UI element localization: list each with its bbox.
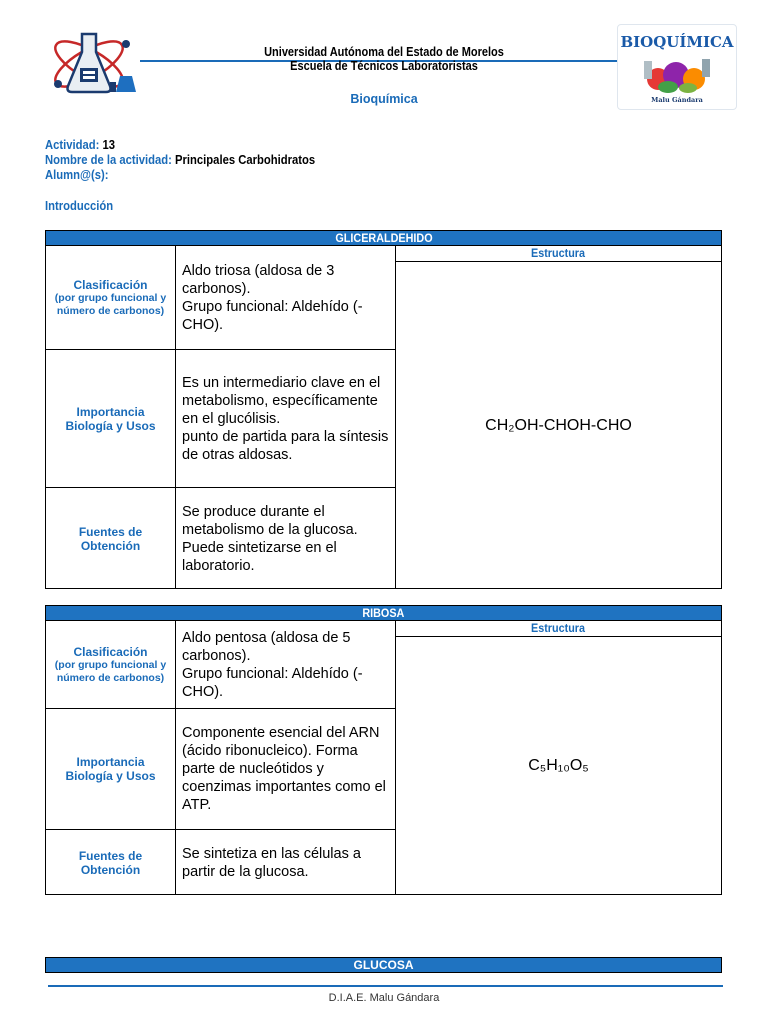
row-label: Fuentes de Obtención (46, 830, 176, 895)
footer-text: D.I.A.E. Malu Gándara (328, 992, 440, 1004)
structure-formula: C₅H₁₀O₅ (528, 757, 589, 774)
activity-name-value: Principales Carbohidratos (175, 153, 316, 167)
students-label: Alumn@(s): (45, 168, 109, 182)
university-name: Universidad Autónoma del Estado de Morelos (264, 45, 504, 59)
table-row (46, 246, 395, 350)
row-text: Se produce durante el metabolismo de la glucosa. Puede sintetizarse en el laboratorio. (182, 503, 358, 574)
table-row (46, 709, 395, 830)
row-label: Fuentes de Obtención (46, 488, 176, 589)
table-row (46, 830, 395, 895)
course-logo-author: Malu Gándara (651, 96, 703, 104)
activity-line (45, 138, 115, 153)
footer-rule (48, 985, 723, 987)
row-label: Clasificación (por grupo funcional y número de carbonos) (46, 246, 176, 349)
row-label: Clasificación (por grupo funcional y número de carbonos) (46, 621, 176, 708)
activity-label: Actividad: (45, 138, 100, 152)
table-title: GLICERALDEHIDO (46, 231, 721, 246)
row-text: Aldo triosa (aldosa de 3 carbonos). Grupo funcional: Aldehído (-CHO). (182, 262, 363, 333)
intro-heading: Introducción (45, 199, 114, 213)
subject-title: Bioquímica (350, 92, 418, 106)
row-text: Aldo pentosa (aldosa de 5 carbonos). Grupo funcional: Aldehído (-CHO). (182, 629, 363, 700)
structure-heading: Estructura (396, 621, 721, 637)
structure-formula: CH₂OH-CHOH-CHO (485, 416, 632, 434)
table-title: RIBOSA (46, 606, 721, 621)
structure-column (396, 246, 721, 589)
row-text: Componente esencial del ARN (ácido ribonucleico). Forma parte de nucleótidos y coenzimas importantes como el ATP. (182, 725, 386, 813)
course-logo-title: BIOQUÍMICA (620, 33, 734, 51)
institution-block (204, 45, 563, 73)
carb-table-gliceraldehido (45, 230, 722, 589)
activity-name-label: Nombre de la actividad: (45, 153, 172, 167)
row-label: Importancia Biología y Usos (46, 709, 176, 829)
activity-value: 13 (102, 138, 116, 152)
carb-table-glucosa-title: GLUCOSA (45, 957, 722, 973)
structure-column (396, 621, 721, 895)
table-row (46, 488, 395, 589)
course-logo (617, 24, 737, 110)
university-logo (44, 24, 144, 104)
row-label: Importancia Biología y Usos (46, 350, 176, 487)
row-text: Se sintetiza en las células a partir de la glucosa. (182, 845, 361, 880)
school-name: Escuela de Técnicos Laboratoristas (290, 59, 478, 73)
properties-column (46, 621, 396, 895)
structure-heading: Estructura (396, 246, 721, 262)
carb-table-ribosa (45, 605, 722, 895)
table-row (46, 621, 395, 709)
properties-column (46, 246, 396, 589)
food-illustration-icon (638, 55, 716, 95)
table-row (46, 350, 395, 488)
activity-name-line (45, 153, 315, 168)
row-text: Es un intermediario clave en el metabolismo, específicamente en el glucólisis. punto de partida para la síntesis de otras aldosas. (182, 374, 389, 463)
